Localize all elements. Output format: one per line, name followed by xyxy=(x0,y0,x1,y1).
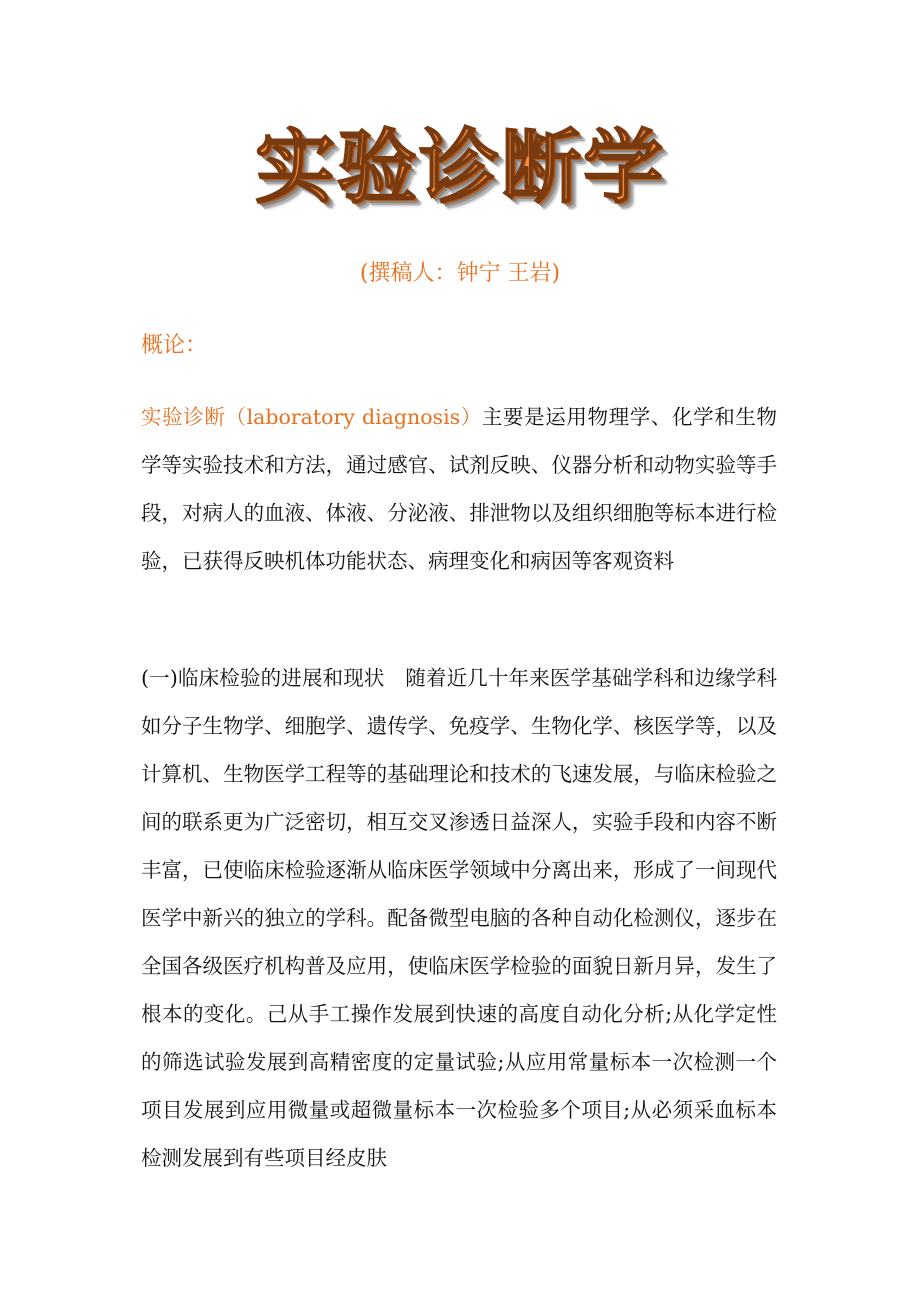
section1-paragraph: (一)临床检验的进展和现状 随着近几十年来医学基础学科和边缘学科如分子生物学、细胞学、遗传学、免疫学、生物化学、核医学等，以及计算机、生物医学工程等的基础理论和技术的飞速发展，与临床检验之间的联系更为广泛密切，相互交叉渗透日益深人，实验手段和内容不断丰富，已使临床检验逐渐从临床医学领域中分离出来，形成了一间现代医学中新兴的独立的学科。配备微型电脑的各种自动化检测仪，逐步在全国各级医疗机构普及应用，使临床医学检验的面貌日新月异，发生了根本的变化。己从手工操作发展到快速的高度自动化分析;从化学定性的筛选试验发展到高精密度的定量试验;从应用常量标本一次检测一个项目发展到应用微量或超微量标本一次检验多个项目;从必须采血标本检测发展到有些项目经皮肤 xyxy=(141,666,777,1170)
intro-term: 实验诊断（laboratory diagnosis） xyxy=(141,405,482,429)
intro-paragraph xyxy=(141,393,777,585)
authors-line: (撰稿人：钟宁 王岩) xyxy=(359,261,561,286)
document-title: 实验诊断学 xyxy=(255,121,665,214)
intro-text: 主要是运用物理学、化学和生物学等实验技术和方法，通过感官、试剂反映、仪器分析和动物实验等手段，对病人的血液、体液、分泌液、排泄物以及组织细胞等标本进行检验，已获得反映机体功能状态、病理变化和病因等客观资料 xyxy=(141,405,777,573)
section-heading-overview: 概论： xyxy=(141,333,208,358)
